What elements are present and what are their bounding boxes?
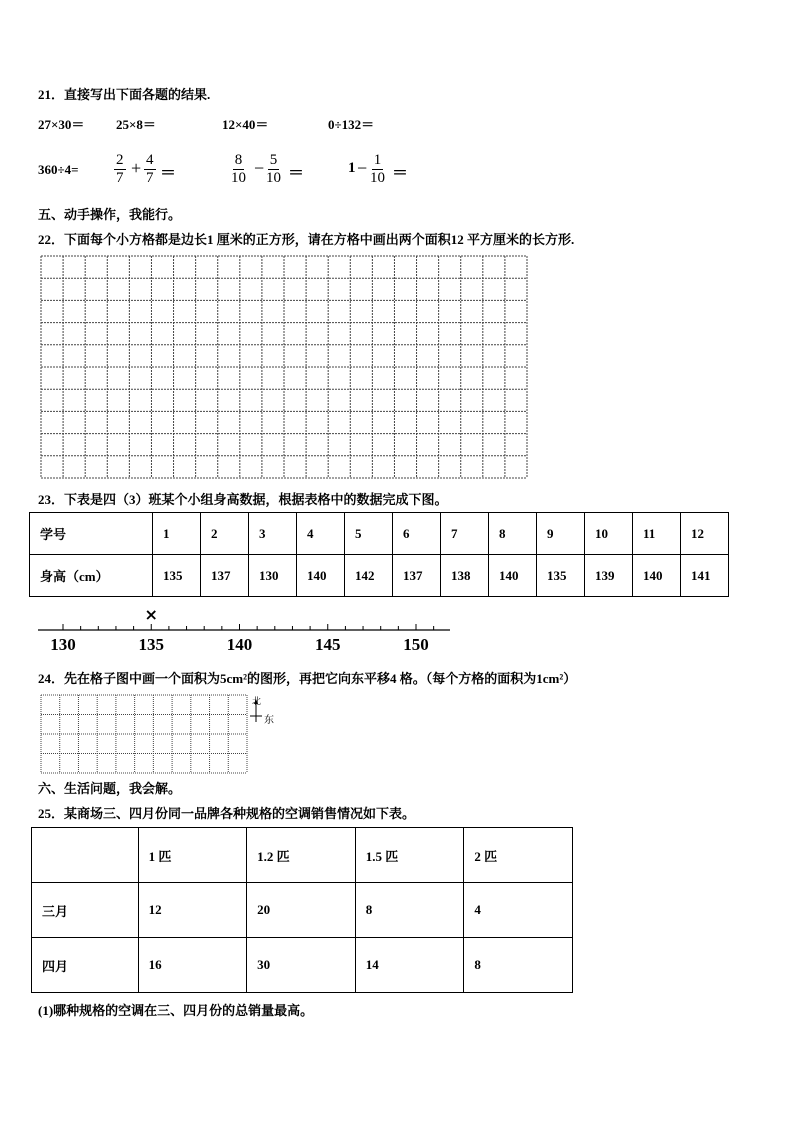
square-grid-24[interactable] <box>40 694 248 774</box>
numerator: 1 <box>373 152 382 168</box>
student-id-cell: 12 <box>681 513 729 555</box>
sales-cell: 8 <box>464 938 573 993</box>
header-cell: 1 匹 <box>138 828 247 883</box>
calc-3: 12×40＝ <box>222 117 269 132</box>
fraction <box>114 152 126 187</box>
fraction <box>144 152 156 187</box>
header-cell <box>32 828 139 883</box>
tick-label: 150 <box>403 635 429 654</box>
operator: − <box>254 158 265 178</box>
numerator: 8 <box>234 152 243 168</box>
denominator: 10 <box>231 170 246 186</box>
calc-4: 0÷132＝ <box>328 117 375 132</box>
student-id-cell: 5 <box>345 513 393 555</box>
sales-cell: 14 <box>355 938 464 993</box>
month-cell: 四月 <box>32 938 139 993</box>
tick-label: 145 <box>315 635 341 654</box>
section-6-heading: 六、生活问题，我会解。 <box>38 781 182 796</box>
numerator: 2 <box>116 152 124 168</box>
equals: ＝ <box>392 165 409 182</box>
q25-title: 25．某商场三、四月份同一品牌各种规格的空调销售情况如下表。 <box>38 806 416 821</box>
row-label: 身高（cm） <box>30 555 153 597</box>
height-cell: 135 <box>537 555 585 597</box>
denominator: 7 <box>146 170 154 186</box>
sales-cell: 30 <box>247 938 356 993</box>
denominator: 7 <box>116 170 124 186</box>
header-cell: 2 匹 <box>464 828 573 883</box>
student-id-cell: 8 <box>489 513 537 555</box>
tick-label: 130 <box>50 635 76 654</box>
operator: + <box>131 158 142 178</box>
q21-title: 21．直接写出下面各题的结果. <box>38 87 211 102</box>
calc-1: 27×30＝ <box>38 117 85 132</box>
denominator: 10 <box>266 170 281 186</box>
fraction <box>231 152 246 187</box>
student-id-cell: 2 <box>201 513 249 555</box>
height-cell: 140 <box>297 555 345 597</box>
cross-mark: × <box>144 605 158 624</box>
header-cell: 1.2 匹 <box>247 828 356 883</box>
height-cell: 141 <box>681 555 729 597</box>
sales-cell: 4 <box>464 883 573 938</box>
section-5-heading: 五、动手操作，我能行。 <box>38 207 182 222</box>
student-id-cell: 4 <box>297 513 345 555</box>
tick-label: 140 <box>226 635 253 654</box>
student-id-cell: 3 <box>249 513 297 555</box>
sales-table <box>31 827 573 993</box>
equals: ＝ <box>288 165 305 182</box>
sales-cell: 12 <box>138 883 247 938</box>
height-cell: 138 <box>441 555 489 597</box>
student-id-cell: 6 <box>393 513 441 555</box>
north-label: 北 <box>252 696 262 706</box>
student-id-cell: 10 <box>585 513 633 555</box>
tick-label: 135 <box>138 635 164 654</box>
q22-title: 22．下面每个小方格都是边长1 厘米的正方形，请在方格中画出两个面积12 平方厘米的长方形. <box>38 232 575 247</box>
month-cell: 三月 <box>32 883 139 938</box>
student-id-cell: 7 <box>441 513 489 555</box>
numerator: 5 <box>269 152 278 168</box>
height-cell: 139 <box>585 555 633 597</box>
fraction <box>266 152 281 187</box>
q23-title: 23．下表是四（3）班某个小组身高数据，根据表格中的数据完成下图。 <box>38 492 448 507</box>
height-cell: 140 <box>489 555 537 597</box>
student-id-cell: 11 <box>633 513 681 555</box>
header-label: 学号 <box>30 513 153 555</box>
sales-cell: 8 <box>355 883 464 938</box>
q25-sub1: (1)哪种规格的空调在三、四月份的总销量最高。 <box>38 1003 314 1018</box>
height-cell: 142 <box>345 555 393 597</box>
sales-cell: 16 <box>138 938 247 993</box>
height-table <box>29 512 729 597</box>
height-cell: 140 <box>633 555 681 597</box>
operator: − <box>357 158 368 178</box>
square-grid-22[interactable] <box>40 255 528 479</box>
q24-title: 24．先在格子图中画一个面积为5cm²的图形，再把它向东平移4 格。（每个方格的面积为1cm²） <box>38 671 577 686</box>
fraction <box>370 152 385 187</box>
height-cell: 130 <box>249 555 297 597</box>
calc-2: 25×8＝ <box>116 117 156 132</box>
height-cell: 135 <box>153 555 201 597</box>
calc-5: 360÷4= <box>38 162 79 177</box>
denominator: 10 <box>370 170 385 186</box>
student-id-cell: 1 <box>153 513 201 555</box>
header-cell: 1.5 匹 <box>355 828 464 883</box>
student-id-cell: 9 <box>537 513 585 555</box>
number-line[interactable] <box>30 600 460 660</box>
equals: ＝ <box>160 165 177 182</box>
numerator: 4 <box>146 152 154 168</box>
sales-cell: 20 <box>247 883 356 938</box>
height-cell: 137 <box>393 555 441 597</box>
height-cell: 137 <box>201 555 249 597</box>
whole-number: 1 <box>348 160 356 176</box>
east-label: 东 <box>264 715 274 726</box>
